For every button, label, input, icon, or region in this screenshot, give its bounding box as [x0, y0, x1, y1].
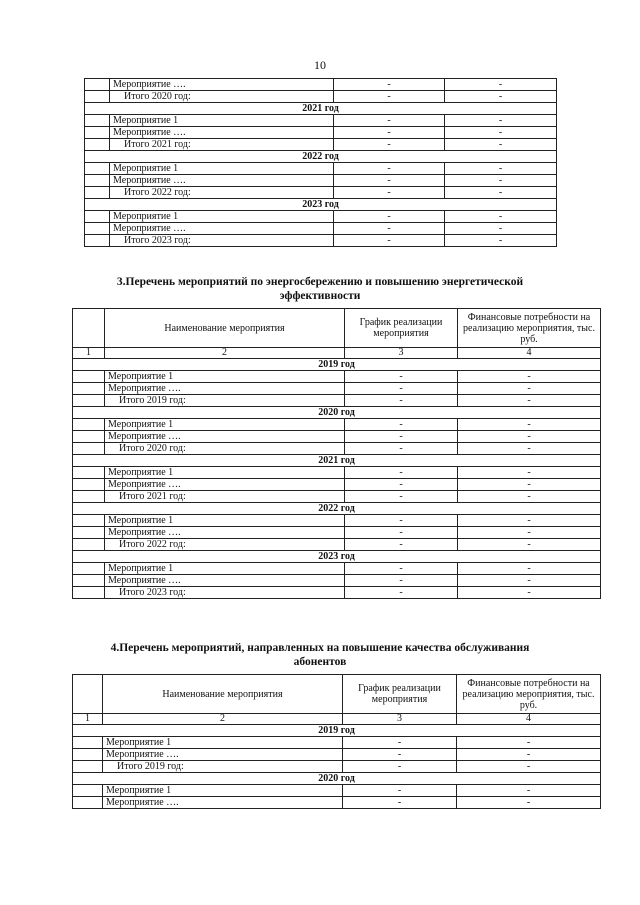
activity-name: Мероприятие 1: [105, 371, 345, 383]
activity-name: Мероприятие ….: [103, 797, 343, 809]
row-index-cell: [73, 761, 103, 773]
col-number-2: 2: [103, 714, 343, 725]
finance-cell: -: [445, 163, 557, 175]
table-number-row: [73, 714, 601, 725]
finance-cell: -: [458, 467, 601, 479]
table-section3-body: [73, 359, 601, 599]
schedule-cell: -: [334, 115, 445, 127]
row-index-cell: [73, 479, 105, 491]
year-label: 2020 год: [73, 407, 601, 419]
finance-cell: -: [458, 515, 601, 527]
finance-cell: -: [458, 443, 601, 455]
finance-cell: -: [457, 761, 601, 773]
activity-name: Мероприятие ….: [105, 383, 345, 395]
finance-cell: -: [445, 187, 557, 199]
schedule-cell: -: [345, 575, 458, 587]
finance-cell: -: [458, 383, 601, 395]
row-index-cell: [73, 371, 105, 383]
schedule-cell: -: [343, 737, 457, 749]
total-label: Итого 2022 год:: [105, 539, 345, 551]
header-col-finance: Финансовые потребности на реализацию мероприятия, тыс. руб.: [458, 309, 601, 348]
activity-name: Мероприятие 1: [105, 515, 345, 527]
schedule-cell: -: [334, 211, 445, 223]
total-label: Итого 2019 год:: [103, 761, 343, 773]
row-index-cell: [73, 785, 103, 797]
table-row: [73, 527, 601, 539]
year-label: 2021 год: [85, 103, 557, 115]
total-label: Итого 2020 год:: [105, 443, 345, 455]
table-row: [73, 575, 601, 587]
row-index-cell: [85, 235, 110, 247]
row-index-cell: [73, 575, 105, 587]
row-index-cell: [85, 91, 110, 103]
table-section4: [72, 674, 601, 809]
row-index-cell: [85, 127, 110, 139]
schedule-cell: -: [334, 139, 445, 151]
activity-name: Мероприятие 1: [110, 211, 334, 223]
row-index-cell: [73, 419, 105, 431]
table-section4-body: [73, 725, 601, 809]
finance-cell: -: [445, 139, 557, 151]
schedule-cell: -: [345, 467, 458, 479]
finance-cell: -: [457, 749, 601, 761]
schedule-cell: -: [345, 587, 458, 599]
activity-name: Мероприятие 1: [103, 737, 343, 749]
col-number-1: 1: [73, 348, 105, 359]
year-label: 2022 год: [73, 503, 601, 515]
finance-cell: -: [458, 371, 601, 383]
year-row: [85, 151, 557, 163]
schedule-cell: -: [334, 91, 445, 103]
year-row: [73, 359, 601, 371]
header-col-blank: [73, 309, 105, 348]
table-row: [85, 115, 557, 127]
year-row: [73, 551, 601, 563]
row-index-cell: [73, 797, 103, 809]
finance-cell: -: [458, 419, 601, 431]
table-row: [73, 371, 601, 383]
year-label: 2023 год: [85, 199, 557, 211]
total-row: [73, 761, 601, 773]
schedule-cell: -: [345, 443, 458, 455]
total-row: [73, 539, 601, 551]
activity-name: Мероприятие 1: [105, 467, 345, 479]
row-index-cell: [73, 467, 105, 479]
col-number-4: 4: [457, 714, 601, 725]
table-header-row: [73, 675, 601, 714]
table-row: [73, 431, 601, 443]
col-number-3: 3: [343, 714, 457, 725]
schedule-cell: -: [345, 539, 458, 551]
table-row: [73, 419, 601, 431]
table-row: [73, 383, 601, 395]
finance-cell: -: [445, 115, 557, 127]
activity-name: Мероприятие 1: [105, 419, 345, 431]
total-row: [73, 587, 601, 599]
finance-cell: -: [458, 527, 601, 539]
schedule-cell: -: [334, 79, 445, 91]
table-row: [73, 479, 601, 491]
activity-name: Мероприятие ….: [110, 175, 334, 187]
table-row: [85, 79, 557, 91]
header-col-name: Наименование мероприятия: [105, 309, 345, 348]
schedule-cell: -: [345, 479, 458, 491]
total-label: Итого 2021 год:: [110, 139, 334, 151]
col-number-3: 3: [345, 348, 458, 359]
row-index-cell: [85, 175, 110, 187]
schedule-cell: -: [343, 797, 457, 809]
total-label: Итого 2022 год:: [110, 187, 334, 199]
schedule-cell: -: [345, 491, 458, 503]
year-row: [73, 407, 601, 419]
col-number-2: 2: [105, 348, 345, 359]
table-row: [85, 175, 557, 187]
schedule-cell: -: [334, 163, 445, 175]
header-col-schedule: График реализации мероприятия: [343, 675, 457, 714]
section3-title-line1: 3.Перечень мероприятий по энергосбережению и повышению энергетической: [116, 276, 524, 288]
row-index-cell: [73, 749, 103, 761]
finance-cell: -: [445, 211, 557, 223]
schedule-cell: -: [345, 515, 458, 527]
finance-cell: -: [458, 575, 601, 587]
activity-name: Мероприятие ….: [103, 749, 343, 761]
row-index-cell: [73, 527, 105, 539]
table-continuation: [84, 78, 557, 247]
finance-cell: -: [458, 395, 601, 407]
finance-cell: -: [445, 223, 557, 235]
finance-cell: -: [458, 491, 601, 503]
finance-cell: -: [458, 431, 601, 443]
table-continuation-body: [85, 79, 557, 247]
table-row: [85, 211, 557, 223]
header-col-name: Наименование мероприятия: [103, 675, 343, 714]
total-label: Итого 2020 год:: [110, 91, 334, 103]
row-index-cell: [73, 515, 105, 527]
row-index-cell: [73, 539, 105, 551]
row-index-cell: [73, 491, 105, 503]
total-row: [85, 187, 557, 199]
row-index-cell: [73, 737, 103, 749]
header-col-schedule: График реализации мероприятия: [345, 309, 458, 348]
schedule-cell: -: [343, 785, 457, 797]
row-index-cell: [73, 383, 105, 395]
row-index-cell: [85, 187, 110, 199]
row-index-cell: [73, 587, 105, 599]
year-label: 2022 год: [85, 151, 557, 163]
activity-name: Мероприятие 1: [110, 115, 334, 127]
section4-title-line2: абонентов: [293, 656, 347, 668]
year-label: 2019 год: [73, 359, 601, 371]
activity-name: Мероприятие ….: [105, 527, 345, 539]
total-row: [85, 235, 557, 247]
section4-title: [0, 641, 640, 669]
total-row: [73, 443, 601, 455]
total-label: Итого 2021 год:: [105, 491, 345, 503]
table-row: [73, 785, 601, 797]
row-index-cell: [85, 115, 110, 127]
section3-title: [0, 275, 640, 303]
page-number: 10: [314, 58, 326, 72]
total-label: Итого 2023 год:: [105, 587, 345, 599]
finance-cell: -: [445, 91, 557, 103]
activity-name: Мероприятие ….: [105, 431, 345, 443]
finance-cell: -: [457, 785, 601, 797]
schedule-cell: -: [334, 127, 445, 139]
table-row: [85, 163, 557, 175]
activity-name: Мероприятие ….: [110, 79, 334, 91]
section3-title-line2: эффективности: [279, 290, 361, 302]
schedule-cell: -: [345, 563, 458, 575]
schedule-cell: -: [334, 223, 445, 235]
table-row: [73, 515, 601, 527]
total-row: [73, 395, 601, 407]
schedule-cell: -: [345, 371, 458, 383]
finance-cell: -: [457, 737, 601, 749]
header-col-finance: Финансовые потребности на реализацию мероприятия, тыс. руб.: [457, 675, 601, 714]
finance-cell: -: [445, 127, 557, 139]
schedule-cell: -: [345, 395, 458, 407]
header-col-blank: [73, 675, 103, 714]
col-number-4: 4: [458, 348, 601, 359]
row-index-cell: [85, 163, 110, 175]
row-index-cell: [85, 223, 110, 235]
finance-cell: -: [457, 797, 601, 809]
col-number-1: 1: [73, 714, 103, 725]
schedule-cell: -: [345, 383, 458, 395]
activity-name: Мероприятие 1: [110, 163, 334, 175]
year-label: 2019 год: [73, 725, 601, 737]
finance-cell: -: [445, 79, 557, 91]
table-row: [73, 467, 601, 479]
year-label: 2023 год: [73, 551, 601, 563]
finance-cell: -: [445, 175, 557, 187]
activity-name: Мероприятие ….: [110, 223, 334, 235]
total-row: [73, 491, 601, 503]
finance-cell: -: [458, 539, 601, 551]
row-index-cell: [73, 431, 105, 443]
row-index-cell: [73, 563, 105, 575]
schedule-cell: -: [334, 187, 445, 199]
schedule-cell: -: [334, 235, 445, 247]
table-row: [73, 797, 601, 809]
finance-cell: -: [458, 563, 601, 575]
year-label: 2020 год: [73, 773, 601, 785]
section4-title-line1: 4.Перечень мероприятий, направленных на повышение качества обслуживания: [110, 642, 530, 654]
row-index-cell: [85, 79, 110, 91]
schedule-cell: -: [345, 431, 458, 443]
schedule-cell: -: [334, 175, 445, 187]
finance-cell: -: [458, 479, 601, 491]
table-row: [73, 563, 601, 575]
total-row: [85, 139, 557, 151]
year-row: [73, 725, 601, 737]
table-section3: [72, 308, 601, 599]
activity-name: Мероприятие ….: [105, 479, 345, 491]
year-row: [85, 199, 557, 211]
schedule-cell: -: [345, 527, 458, 539]
activity-name: Мероприятие 1: [105, 563, 345, 575]
year-row: [73, 455, 601, 467]
total-row: [85, 91, 557, 103]
year-row: [85, 103, 557, 115]
year-row: [73, 503, 601, 515]
row-index-cell: [73, 443, 105, 455]
table-header-row: [73, 309, 601, 348]
table-row: [73, 737, 601, 749]
table-row: [85, 127, 557, 139]
schedule-cell: -: [343, 749, 457, 761]
year-label: 2021 год: [73, 455, 601, 467]
schedule-cell: -: [345, 419, 458, 431]
row-index-cell: [73, 395, 105, 407]
table-number-row: [73, 348, 601, 359]
activity-name: Мероприятие ….: [110, 127, 334, 139]
finance-cell: -: [458, 587, 601, 599]
total-label: Итого 2023 год:: [110, 235, 334, 247]
row-index-cell: [85, 211, 110, 223]
activity-name: Мероприятие ….: [105, 575, 345, 587]
schedule-cell: -: [343, 761, 457, 773]
activity-name: Мероприятие 1: [103, 785, 343, 797]
total-label: Итого 2019 год:: [105, 395, 345, 407]
row-index-cell: [85, 139, 110, 151]
finance-cell: -: [445, 235, 557, 247]
year-row: [73, 773, 601, 785]
table-row: [73, 749, 601, 761]
table-row: [85, 223, 557, 235]
